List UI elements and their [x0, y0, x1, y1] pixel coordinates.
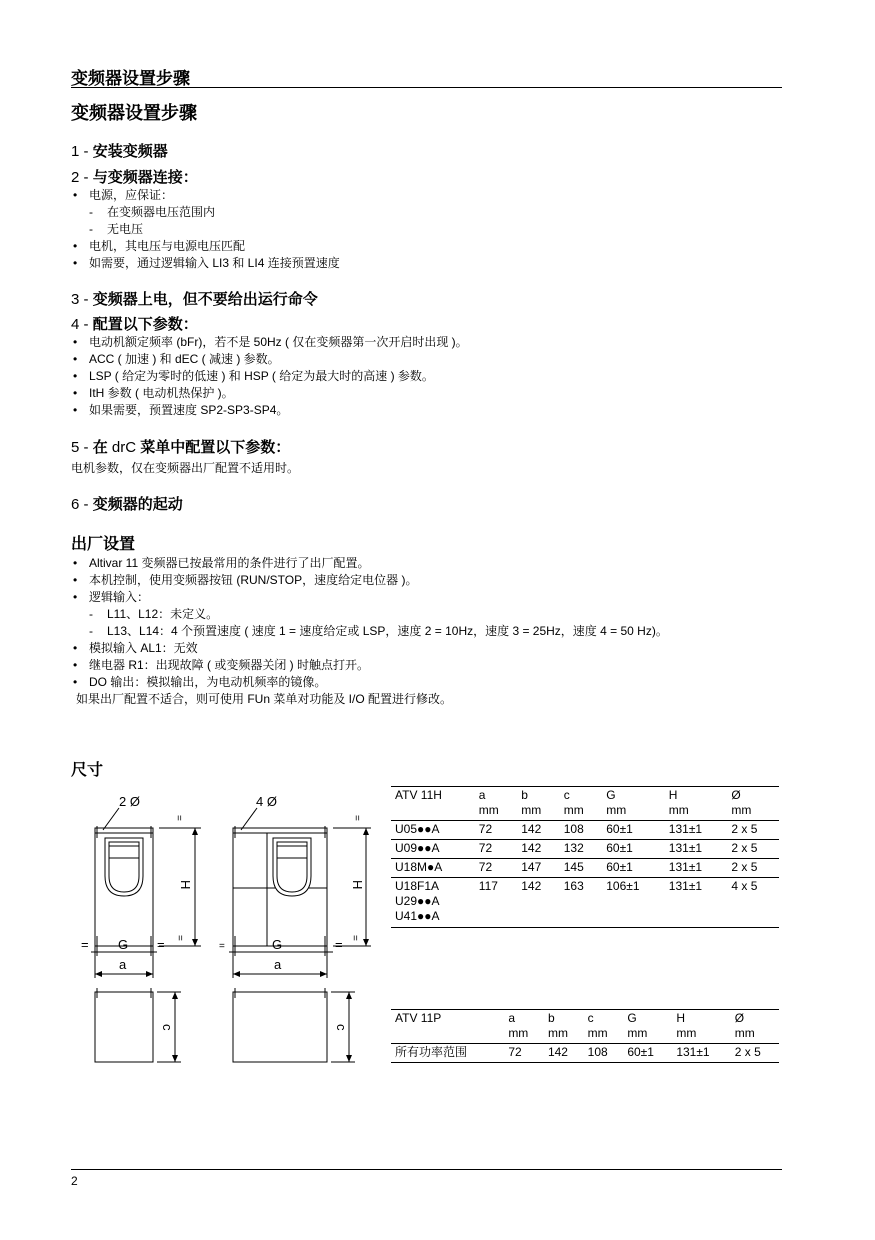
table-cell: 2 x 5 [734, 1045, 761, 1059]
list-item: • DO 输出：模拟输出，为电动机频率的镜像。 [71, 674, 668, 691]
step-title: 变频器的起动 [92, 496, 183, 513]
step-2 [71, 166, 198, 187]
step-title: 配置以下参数： [92, 316, 198, 333]
page-title: 变频器设置步骤 [71, 103, 197, 123]
step-number: 3 - [71, 291, 89, 308]
list-item: • 本机控制，使用变频器按钮 (RUN/STOP，速度给定电位器 )。 [71, 572, 668, 589]
header-cell: G mm [627, 1011, 648, 1040]
table-cell: 145 [563, 860, 584, 874]
step-number: 2 - [71, 169, 89, 186]
drive-side-view-narrow [95, 988, 181, 1062]
table-cell: 60±1 [606, 860, 633, 874]
list-item: • 模拟输入 AL1：无效 [71, 640, 668, 657]
table-cell: U18M●A [395, 860, 443, 874]
step-5 [71, 436, 290, 457]
dimension-G: G [272, 937, 283, 952]
dimension-H: H [350, 880, 365, 890]
step-number: 1 - [71, 143, 89, 160]
equal-marker: = [335, 937, 343, 952]
step-number: 4 - [71, 316, 89, 333]
table-cell: 131±1 [676, 1045, 710, 1059]
header-cell: a mm [508, 1011, 529, 1040]
drive-front-view-narrow [95, 826, 153, 946]
table-cell: 131±1 [668, 860, 703, 874]
step-title: 变频器上电，但不要给出运行命令 [92, 291, 318, 308]
table-cell: 108 [563, 822, 584, 836]
table-header-row [391, 1010, 779, 1044]
connection-list [71, 187, 340, 272]
table-cell: 所有功率范围 [395, 1045, 468, 1059]
header-cell: H mm [668, 788, 689, 817]
list-item: • 电源，应保证： [71, 187, 340, 204]
table-row [391, 821, 779, 840]
factory-settings-list [71, 555, 668, 708]
dimension-a: a [274, 957, 282, 972]
list-item: • ItH 参数 ( 电动机热保护 )。 [71, 385, 468, 402]
holes-label: 2 Ø [119, 794, 140, 809]
table-cell: 108 [587, 1045, 608, 1059]
equal-marker: = [174, 935, 185, 941]
list-subitem: - L13、L14：4 个预置速度 ( 速度 1 = 速度给定或 LSP，速度 2 = 10Hz，速度 3 = 25Hz，速度 4 = 50 Hz)。 [71, 623, 668, 640]
table-cell: 60±1 [606, 841, 633, 855]
table-cell: 106±1 [606, 879, 640, 893]
dimension-G: G [118, 937, 129, 952]
header-cell: c mm [563, 788, 584, 817]
drive-front-view-wide [233, 826, 327, 946]
table-cell: 163 [563, 879, 584, 893]
header-cell: H mm [676, 1011, 697, 1040]
header-cell: Ø mm [731, 788, 752, 817]
list-subitem: - 在变频器电压范围内 [71, 204, 340, 221]
equal-marker: = [351, 815, 362, 821]
list-item: • 继电器 R1：出现故障 ( 或变频器关闭 ) 时触点打开。 [71, 657, 668, 674]
table-cell: U05●●A [395, 822, 440, 836]
header-cell: G mm [606, 788, 627, 817]
step-title-suffix: 菜单中配置以下参数： [140, 439, 291, 456]
table-row [391, 878, 779, 928]
table-cell: 142 [521, 841, 542, 855]
drive-side-view-wide [233, 988, 355, 1062]
table-cell: 142 [547, 1045, 568, 1059]
holes-label: 4 Ø [256, 794, 277, 809]
table-cell: 147 [521, 860, 542, 874]
dimension-H: H [178, 880, 193, 890]
equal-marker: = [219, 941, 225, 952]
equal-marker: = [157, 937, 165, 952]
table-cell: 72 [508, 1045, 522, 1059]
list-item: • LSP ( 给定为零时的低速 ) 和 HSP ( 给定为最大时的高速 ) 参数。 [71, 368, 468, 385]
step-3 [71, 288, 318, 309]
list-subitem: - 无电压 [71, 221, 340, 238]
table-cell: 60±1 [606, 822, 633, 836]
header-cell: a mm [478, 788, 499, 817]
table-cell: 72 [478, 822, 493, 836]
equal-marker: = [349, 935, 360, 941]
step-4 [71, 313, 198, 334]
step-6 [71, 493, 183, 514]
spec-table-atv11h [391, 786, 779, 928]
table-cell: 4 x 5 [731, 879, 758, 893]
table-row [391, 1044, 779, 1063]
step-title: 与变频器连接： [92, 169, 198, 186]
header-cell: Ø mm [734, 1011, 755, 1040]
table-cell: U09●●A [395, 841, 440, 855]
header-cell: b mm [521, 788, 542, 817]
table-cell: 131±1 [668, 822, 703, 836]
header-cell: ATV 11H [395, 788, 442, 802]
header-cell: c mm [587, 1011, 608, 1040]
table-cell: 131±1 [668, 879, 703, 893]
step-title-prefix: 在 [92, 439, 108, 456]
menu-code: drC [111, 439, 137, 456]
list-item: • 如果需要，预置速度 SP2-SP3-SP4。 [71, 402, 468, 419]
equal-marker: = [81, 937, 89, 952]
table-cell: 2 x 5 [731, 841, 758, 855]
table-cell: 72 [478, 841, 493, 855]
dimensions-title: 尺寸 [71, 762, 104, 779]
step-number: 5 - [71, 439, 89, 456]
table-cell: 2 x 5 [731, 860, 758, 874]
table-row [391, 859, 779, 878]
config-list [71, 334, 468, 419]
table-cell: 131±1 [668, 841, 703, 855]
table-header-row [391, 787, 779, 821]
table-cell: 60±1 [627, 1045, 654, 1059]
list-item: • 逻辑输入： [71, 589, 668, 606]
step-1 [71, 140, 168, 161]
list-item: • 如需要，通过逻辑输入 LI3 和 LI4 连接预置速度 [71, 255, 340, 272]
table-cell: 72 [478, 860, 493, 874]
list-subitem: - L11、L12：未定义。 [71, 606, 668, 623]
header-cell: b mm [547, 1011, 568, 1040]
header-cell: ATV 11P [395, 1011, 442, 1025]
dimension-c: c [334, 1024, 349, 1031]
drc-note: 电机参数，仅在变频器出厂配置不适用时。 [71, 461, 300, 475]
table-cell: 2 x 5 [731, 822, 758, 836]
header-rule [71, 87, 782, 88]
equal-marker: = [173, 815, 184, 821]
page-number: 2 [71, 1174, 78, 1188]
dimension-drawings [71, 788, 371, 1078]
table-row [391, 840, 779, 859]
factory-settings-title: 出厂设置 [71, 536, 136, 553]
list-item: • ACC ( 加速 ) 和 dEC ( 减速 ) 参数。 [71, 351, 468, 368]
dimension-a: a [119, 957, 127, 972]
step-title: 安装变频器 [92, 143, 168, 160]
table-cell: 142 [521, 822, 542, 836]
table-cell: 142 [521, 879, 542, 893]
footer-rule [71, 1169, 782, 1170]
list-item: • Altivar 11 变频器已按最常用的条件进行了出厂配置。 [71, 555, 668, 572]
list-note: 如果出厂配置不适合，则可使用 FUn 菜单对功能及 I/O 配置进行修改。 [76, 692, 453, 706]
table-cell: 117 [478, 879, 498, 893]
running-header: 变频器设置步骤 [71, 69, 190, 88]
spec-table-atv11p [391, 1009, 779, 1063]
table-cell: U18F1A U29●●A U41●●A [395, 879, 440, 923]
step-number: 6 - [71, 496, 89, 513]
dimension-c: c [160, 1024, 175, 1031]
table-cell: 132 [563, 841, 584, 855]
list-item: • 电机，其电压与电源电压匹配 [71, 238, 340, 255]
list-item: • 电动机额定频率 (bFr)，若不是 50Hz ( 仅在变频器第一次开启时出现 )。 [71, 334, 468, 351]
